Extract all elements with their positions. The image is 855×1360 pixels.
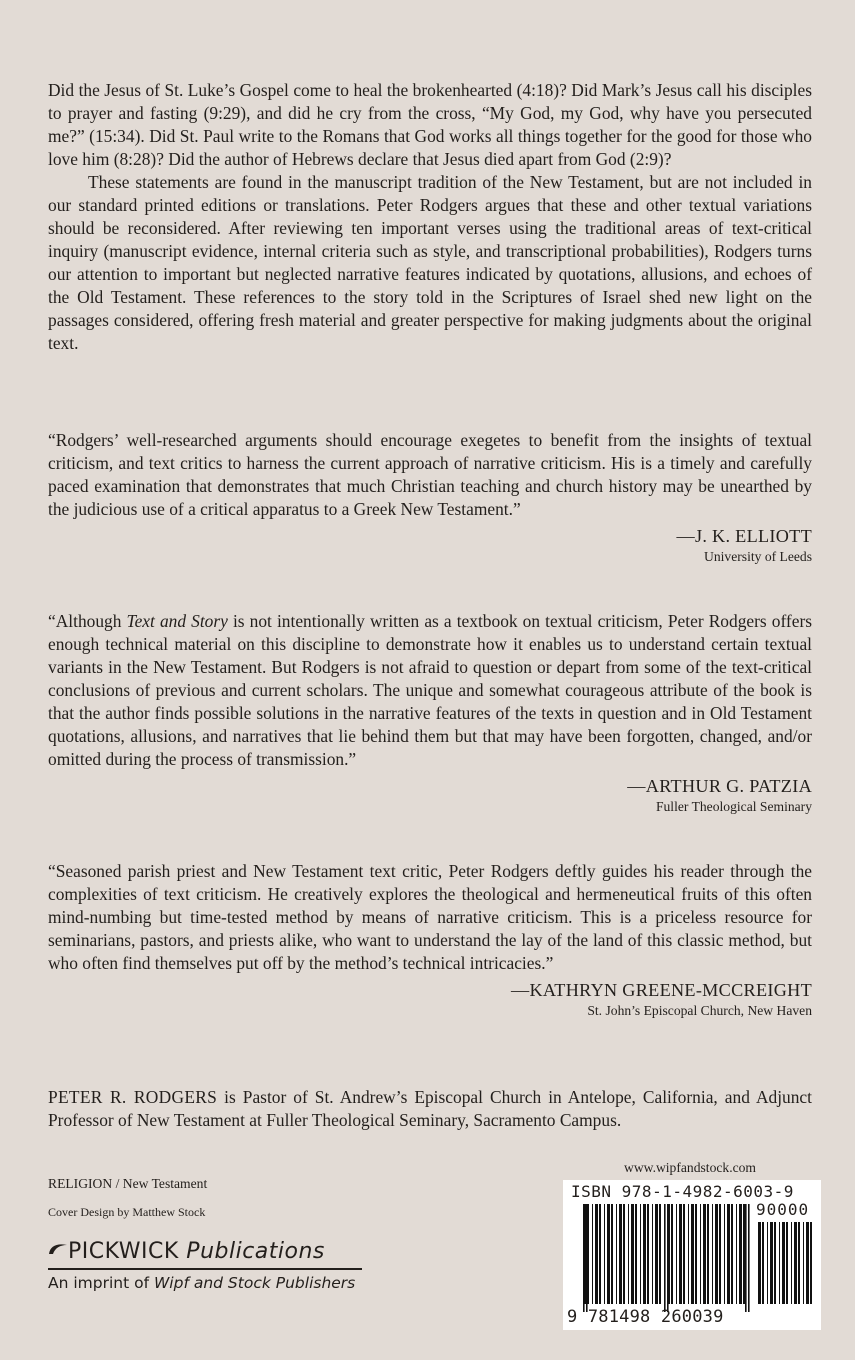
- book-title: Text and Story: [126, 611, 228, 631]
- endorsement-quote: “Seasoned parish priest and New Testament text critic, Peter Rodgers deftly guides his reader through the complexities of text criticism. He creatively explores the theological and hermeneutical fruits of this often mind-numbing but time-tested method by means of narrative criticism. This is a priceless resource for seminarians, pastors, and priests alike, who want to understand the lay of the land of this classic method, but who often find themselves put off by the method’s technical intricacies.”: [48, 861, 812, 973]
- description-paragraph-2: These statements are found in the manuscript tradition of the New Testament, but are not included in our standard printed editions or translations. Peter Rodgers argues that these and other textual variations should be reconsidered. After reviewing ten important verses using the traditional areas of text-critical inquiry (manuscript evidence, internal criteria such as style, and transcriptional probabilities), Rodgers turns our attention to important but neglected narrative features indicated by quotations, allusions, and echoes of the Old Testament. These references to the story told in the Scriptures of Israel shed new light on the passages considered, offering fresh material and greater perspective for making judgments about the original text.: [48, 172, 812, 353]
- quote-rest: is not intentionally written as a textbook on textual criticism, Peter Rodgers offers enough technical material on this discipline to demonstrate how it enables us to understand certain textual variants in the New Testament. But Rodgers is not afraid to question or depart from some of the text-critical conclusions of previous and current scholars. The unique and somewhat courageous attribute of the book is that the author finds possible solutions in the narrative features of the texts in question and in Old Testament quotations, allusions, and narratives that lie behind them but that may have been forgotten, changed, and/or omitted during the process of transmission.”: [48, 611, 813, 769]
- endorser-name: —ARTHUR G. PATZIA: [627, 776, 812, 796]
- endorsement-attribution: [48, 978, 812, 1020]
- author-bio-text: [48, 1086, 812, 1132]
- logo-brand: PICKWICK: [68, 1239, 179, 1264]
- category-label: RELIGION / New Testament: [48, 1176, 208, 1191]
- logo-publications: Publications: [186, 1239, 325, 1264]
- logo-wordmark: [48, 1239, 362, 1265]
- endorser-affiliation: St. John’s Episcopal Church, New Haven: [587, 1003, 812, 1018]
- cover-design-credit: Cover Design by Matthew Stock: [48, 1205, 206, 1219]
- endorsement-quote: “Rodgers’ well-researched arguments should encourage exegetes to benefit from the insights of textual criticism, and text critics to harness the current approach of narrative criticism. His is a timely and carefully paced examination that demonstrates that much Christian teaching and church history may be unearthed by the judicious use of a critical apparatus to a Greek New Testament.”: [48, 430, 812, 519]
- isbn-label: ISBN 978-1-4982-6003-9: [571, 1182, 794, 1201]
- endorser-name: —KATHRYN GREENE-MCCREIGHT: [510, 980, 812, 1000]
- logo-divider: [48, 1268, 362, 1270]
- endorsement-elliott: [48, 429, 812, 566]
- logo-imprint: [48, 1273, 362, 1293]
- endorsement-attribution: [48, 774, 812, 816]
- endorsement-attribution: [48, 524, 812, 566]
- quote-start: “Although: [48, 611, 127, 631]
- publisher-website: www.wipfandstock.com: [624, 1160, 757, 1175]
- description-paragraph-1: Did the Jesus of St. Luke’s Gospel come to heal the brokenhearted (4:18)? Did Mark’s Jesus call his disciples to prayer and fasting (9:29), and did he cry from the cross, “My God, my God, why have you persecuted me?” (15:34). Did St. Paul write to the Romans that God works all things together for the good for those who love him (8:28)? Did the author of Hebrews declare that Jesus died apart from God (2:9)?: [48, 80, 812, 169]
- isbn-barcode: [563, 1180, 821, 1330]
- endorser-affiliation: University of Leeds: [704, 549, 812, 564]
- endorser-affiliation: Fuller Theological Seminary: [655, 799, 812, 814]
- author-name: PETER R. RODGERS: [48, 1087, 218, 1107]
- publisher-logo: [48, 1239, 362, 1293]
- description: [48, 79, 812, 355]
- price-addon-number: 90000: [756, 1200, 810, 1219]
- barcode-digits: 9 781498 260039: [567, 1307, 724, 1327]
- pickwick-logo-icon: [48, 1242, 68, 1256]
- imprint-prefix: An imprint of: [48, 1274, 154, 1292]
- endorser-name: —J. K. ELLIOTT: [676, 526, 812, 546]
- author-description: is Pastor of St. Andrew’s Episcopal Church in Antelope, California, and Adjunct Professor of New Testament at Fuller Theological Seminary, Sacramento Campus.: [48, 1087, 812, 1130]
- imprint-name: Wipf and Stock Publishers: [153, 1274, 356, 1292]
- endorsement-quote: [48, 610, 812, 771]
- endorsement-patzia: [48, 610, 812, 816]
- endorsement-greene-mccreight: [48, 860, 812, 1020]
- author-bio: [48, 1086, 812, 1132]
